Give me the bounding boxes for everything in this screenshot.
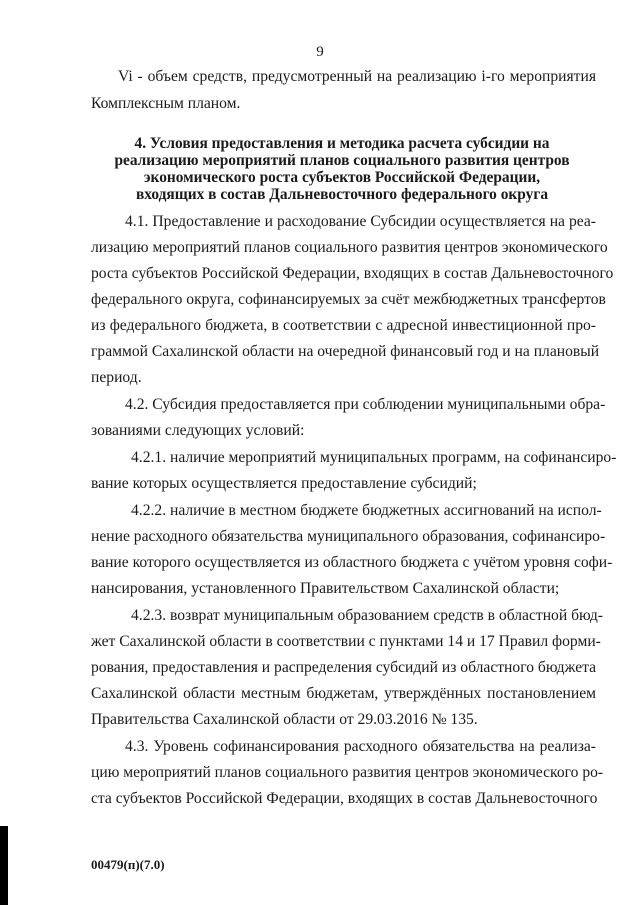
paragraph-4-2-3-line: Правительства Сахалинской области от 29.03.2016 № 135.	[91, 711, 478, 728]
paragraph-4-2-2-line: 4.2.2. наличие в местном бюджете бюджетных ассигнований на испол-	[131, 502, 602, 519]
paragraph-4-2-2-line: вание которого осуществляется из областного бюджета с учётом уровня софи-	[91, 554, 613, 571]
paragraph-4-2-line: зованиями следующих условий:	[91, 422, 305, 439]
paragraph-4-2-3-line: Сахалинской области местным бюджетам, утверждённых постановлением	[91, 685, 596, 702]
scan-edge-bar	[0, 826, 8, 905]
paragraph-4-1-line: 4.1. Предоставление и расходование Субсидии осуществляется на реа-	[125, 213, 596, 230]
section-heading-line: реализацию мероприятий планов социального развития центров	[114, 152, 570, 169]
paragraph-4-1-line: граммой Сахалинской области на очередной финансовый год и на плановый	[91, 343, 600, 360]
paragraph-4-2-3-line: жет Сахалинской области в соответствии с пунктами 14 и 17 Правил форми-	[91, 633, 601, 650]
paragraph-4-1-line: федерального округа, софинансируемых за счёт межбюджетных трансфертов	[91, 291, 606, 308]
paragraph-4-2-3-line: рования, предоставления и распределения субсидий из областного бюджета	[91, 659, 597, 676]
paragraph-4-1-line: лизацию мероприятий планов социального развития центров экономического	[91, 239, 608, 256]
paragraph-4-2-line: 4.2. Субсидия предоставляется при соблюдении муниципальными обра-	[125, 396, 606, 413]
section-heading-line: экономического роста субъектов Российской Федерации,	[143, 169, 541, 186]
intro-line: Vi - объем средств, предусмотренный на реализацию i-го мероприятия	[118, 68, 596, 85]
document-code: 00479(п)(7.0)	[91, 857, 165, 872]
paragraph-4-2-1-line: вание которых осуществляется предоставление субсидий;	[91, 475, 477, 492]
section-heading-line: 4. Условия предоставления и методика расчета субсидии на	[134, 135, 550, 152]
paragraph-4-2-2-line: нансирования, установленного Правительством Сахалинской области;	[91, 580, 560, 597]
paragraph-4-2-1-line: 4.2.1. наличие мероприятий муниципальных программ, на софинансиро-	[131, 449, 617, 466]
paragraph-4-1-line: из федерального бюджета, в соответствии с адресной инвестиционной про-	[91, 317, 596, 334]
page-number: 9	[316, 44, 324, 60]
paragraph-4-1-line: роста субъектов Российской Федерации, входящих в состав Дальневосточного	[91, 265, 614, 282]
paragraph-4-3-line: цию мероприятий планов социального развития центров экономического ро-	[91, 764, 604, 781]
paragraph-4-2-3-line: 4.2.3. возврат муниципальным образованием средств в областной бюд-	[131, 607, 603, 624]
section-heading-line: входящих в состав Дальневосточного федерального округа	[135, 186, 549, 203]
intro-line: Комплексным планом.	[91, 95, 241, 112]
paragraph-4-2-2-line: нение расходного обязательства муниципального образования, софинансиро-	[91, 528, 606, 545]
paragraph-4-3-line: 4.3. Уровень софинансирования расходного обязательства на реализа-	[125, 738, 596, 755]
paragraph-4-3-line: ста субъектов Российской Федерации, входящих в состав Дальневосточного	[91, 790, 598, 807]
paragraph-4-1-line: период.	[91, 369, 142, 386]
